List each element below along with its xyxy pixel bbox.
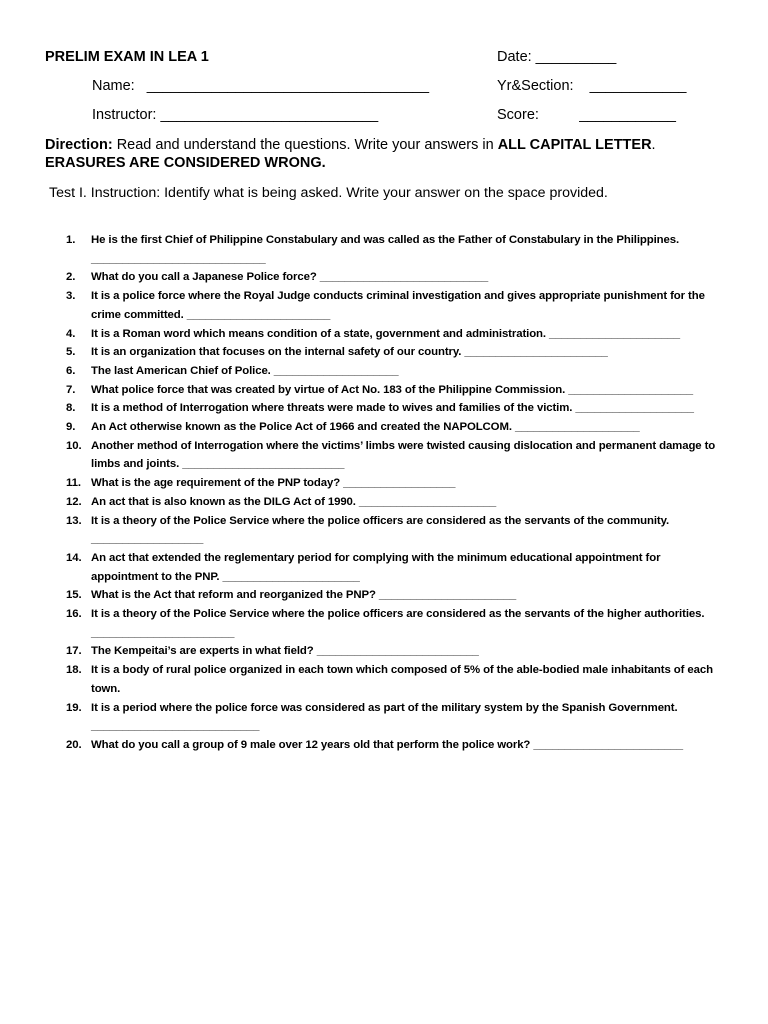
question-item	[0, 437, 768, 474]
question-text: The Kempeitai’s are experts in what field? __________________________	[91, 645, 479, 658]
question-number: 16.	[66, 608, 82, 621]
instructor-field: Instructor: ___________________________	[92, 107, 379, 123]
question-number: 15.	[66, 589, 82, 602]
question-item	[0, 474, 768, 493]
question-number: 18.	[66, 664, 82, 677]
erasures-warning: ERASURES ARE CONSIDERED WRONG.	[45, 155, 326, 171]
question-item	[0, 736, 768, 755]
question-list	[0, 231, 768, 755]
question-text: It is a period where the police force was considered as part of the military system by the Spanish Government. ___________________________	[91, 701, 678, 733]
question-number: 19.	[66, 701, 82, 714]
direction-text: Read and understand the questions. Write your answers in	[112, 137, 498, 153]
question-text: What do you call a Japanese Police force? ___________________________	[91, 271, 489, 284]
question-text: He is the first Chief of Philippine Constabulary and was called as the Father of Constabulary in the Philippines. ____________________________	[91, 234, 680, 265]
direction-label: Direction:	[45, 137, 113, 153]
question-text: An act that extended the reglementary period for complying with the minimum educational appointment for appointment to the PNP. ______________________	[91, 551, 661, 583]
question-text: It is an organization that focuses on the internal safety of our country. _______________________	[91, 346, 608, 359]
question-number: 2.	[66, 271, 76, 284]
question-item	[0, 399, 768, 418]
question-item	[0, 325, 768, 344]
question-text: It is a Roman word which means condition of a state, government and administration. _____________________	[91, 327, 680, 340]
question-item	[0, 586, 768, 605]
question-number: 6.	[66, 364, 76, 377]
date-field: Date: __________	[497, 49, 617, 65]
question-item	[0, 549, 768, 586]
test-instruction: Test I. Instruction: Identify what is being asked. Write your answer on the space provided.	[49, 185, 608, 201]
question-item	[0, 231, 768, 268]
question-text: What do you call a group of 9 male over 12 years old that perform the police work? ________________________	[91, 738, 683, 751]
question-number: 1.	[66, 234, 76, 246]
question-item	[0, 642, 768, 661]
question-text: It is a theory of the Police Service where the police officers are considered as the servants of the higher authorities. _______________________	[91, 608, 705, 639]
question-number: 12.	[66, 495, 82, 508]
question-number: 4.	[66, 327, 76, 340]
question-item	[0, 362, 768, 381]
direction-period: .	[651, 137, 656, 153]
question-text: It is a police force where the Royal Judge conducts criminal investigation and gives appropriate punishment for the crime committed. _______________________	[91, 290, 705, 321]
question-number: 5.	[66, 346, 76, 359]
name-field: Name: ___________________________________	[92, 78, 430, 94]
score-field: Score: ____________	[497, 107, 676, 123]
question-item	[0, 512, 768, 549]
question-item	[0, 287, 768, 324]
question-text: An Act otherwise known as the Police Act of 1966 and created the NAPOLCOM. ____________________	[91, 421, 640, 434]
question-text: Another method of Interrogation where the victims’ limbs were twisted causing dislocation and permanent damage to limbs and joints. __________________________	[91, 439, 716, 471]
direction-emphasis: ALL CAPITAL LETTER	[497, 137, 652, 153]
question-text: What police force that was created by virtue of Act No. 183 of the Philippine Commission. ____________________	[91, 383, 693, 396]
question-number: 8.	[66, 402, 76, 415]
question-item	[0, 418, 768, 437]
direction-block	[45, 136, 735, 172]
question-number: 9.	[66, 421, 76, 434]
question-text: It is a method of Interrogation where threats were made to wives and families of the victim. ___________________	[91, 402, 694, 415]
question-item	[0, 268, 768, 287]
question-number: 20.	[66, 738, 82, 751]
yr-section-field: Yr&Section: ____________	[497, 78, 687, 94]
question-item	[0, 381, 768, 400]
question-item	[0, 661, 768, 698]
question-text: It is a theory of the Police Service where the police officers are considered as the servants of the community. __________________	[91, 514, 670, 546]
question-number: 10.	[66, 439, 82, 452]
question-number: 3.	[66, 290, 76, 303]
question-number: 17.	[66, 645, 82, 658]
question-item	[0, 493, 768, 512]
question-text: What is the Act that reform and reorganized the PNP? ______________________	[91, 589, 517, 602]
question-text: An act that is also known as the DILG Act of 1990. ______________________	[91, 495, 497, 508]
question-number: 7.	[66, 383, 76, 396]
exam-title: PRELIM EXAM IN LEA 1	[45, 49, 209, 65]
question-text: What is the age requirement of the PNP today? __________________	[91, 477, 456, 490]
question-number: 11.	[66, 477, 81, 490]
question-item	[0, 343, 768, 362]
question-number: 14.	[66, 551, 82, 564]
question-text: The last American Chief of Police. ____________________	[91, 364, 399, 377]
question-text: It is a body of rural police organized in each town which composed of 5% of the able-bodied male inhabitants of each town.	[91, 664, 713, 695]
question-item	[0, 605, 768, 642]
question-number: 13.	[66, 514, 82, 527]
question-item	[0, 699, 768, 736]
